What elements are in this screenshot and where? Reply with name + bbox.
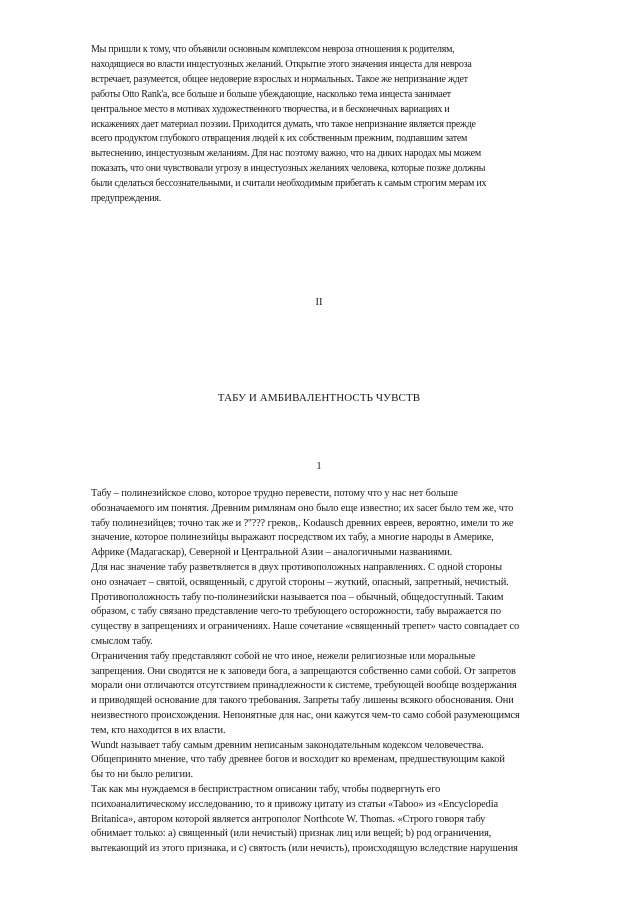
text-line: запрещения. Они сводятся не к заповеди бога, а запрещаются собственно сами собой. От запретов — [91, 665, 516, 677]
text-line: встречает, разумеется, общее недоверие взрослых и нормальных. Такое же непризнание ждет — [91, 73, 468, 85]
text-line: вытекающий из этого признака, и с) святость (или нечисть), происходящую вследствие нарушения — [91, 843, 518, 855]
text-line: находящиеся во власти инцестуозных желаний. Открытие этого значения инцеста для невроза — [91, 58, 472, 70]
text-line: Britanica», автором которой является антрополог Northcote W. Thomas. «Строго говоря табу — [91, 813, 486, 825]
text-line: и приводящей основание для такого требования. Запреты табу лишены всякого обоснования. Они — [91, 695, 514, 707]
text-line: образом, с табу связано представление чего-то требующего осторожности, табу выражается по — [91, 606, 501, 618]
text-line: оно означает – святой, освященный, с другой стороны – жуткий, опасный, запретный, нечистый. — [91, 576, 509, 588]
text-line: Wundt называет табу самым древним неписаным законодательным кодексом человечества. — [91, 739, 484, 751]
text-line: Общепринято мнение, что табу древнее богов и восходит ко временам, предшествующим какой — [91, 754, 505, 766]
chapter-title: ТАБУ И АМБИВАЛЕНТНОСТЬ ЧУВСТВ — [217, 392, 421, 404]
text-line: работы Otto Rank'a, все больше и больше убеждающие, насколько тема инцеста занимает — [91, 88, 451, 100]
text-line: Так как мы нуждаемся в беспристрастном описании табу, чтобы подвергнуть его — [91, 783, 441, 795]
text-line: существу в запрещениях и ограничениях. Наше сочетание «священный трепет» часто совпадает со — [91, 621, 520, 633]
text-line: Противоположность табу по-полинезийски называется поа – обычный, общедоступный. Таким — [91, 591, 504, 603]
text-line: всего продуктом глубокого отвращения людей к их собственным прежним, подпавшим затем — [91, 133, 468, 145]
text-line: были сделаться бессознательными, и считали необходимым прибегать к самым строгим мерам их — [91, 178, 487, 190]
text-line: Мы пришли к тому, что объявили основным комплексом невроза отношения к родителям, — [91, 44, 455, 55]
text-line: Африке (Мадагаскар), Северной и Центральной Азии – аналогичными названиями. — [91, 547, 453, 559]
text-line: вытеснению, инцестуозным желаниям. Для нас поэтому важно, что на диких народах мы можем — [91, 148, 481, 160]
text-line: центральное место в мотивах художественного творчества, и в бесконечных вариациях и — [91, 103, 450, 115]
text-line: обнимает только: а) священный (или нечистый) признак лиц или вещей; b) род ограничения, — [91, 828, 492, 840]
intro-paragraph — [91, 43, 596, 207]
text-line: тем, кто находится в их власти. — [91, 724, 226, 736]
body-text — [91, 487, 596, 857]
text-line: психоаналитическому исследованию, то я привожу цитату из статьи «Taboo» из «Encyclopedia — [91, 798, 498, 810]
text-line: предупреждения. — [91, 193, 162, 205]
text-line: обозначаемого им понятия. Древним римлянам оно было еще известно; их sacer было тем же, что — [91, 502, 514, 514]
text-line: морали они отличаются отсутствием принадлежности к системе, требующей вообще воздержания — [91, 680, 517, 692]
text-line: неизвестного происхождения. Непонятные для нас, они кажутся чем-то само собой разумеющимся — [91, 709, 520, 721]
section-number: 1 — [316, 461, 322, 472]
text-line: искажениях дает материал поэзии. Приходится думать, что такое непризнание является прежде — [91, 118, 476, 130]
text-line: смыслом табу. — [91, 635, 153, 647]
chapter-roman-numeral: II — [315, 297, 323, 308]
text-line: показать, что они чувствовали угрозу в инцестуозных желаниях человека, которые позже должны — [91, 163, 486, 175]
text-line: бы то ни было религии. — [91, 769, 193, 781]
text-line: Табу – полинезийское слово, которое трудно перевести, потому что у нас нет больше — [91, 488, 458, 499]
text-line: Ограничения табу представляют собой не что иное, нежели религиозные или моральные — [91, 650, 476, 662]
text-line: табу полинезийцев; точно так же и ?''??? греков,. Kodausch древних евреев, вероятно, имели то же — [91, 517, 514, 529]
text-line: значение, которое полинезийцы выражают посредством их табу, а многие народы в Америке, — [91, 532, 494, 544]
text-line: Для нас значение табу разветвляется в двух противоположных направлениях. С одной стороны — [91, 561, 502, 573]
